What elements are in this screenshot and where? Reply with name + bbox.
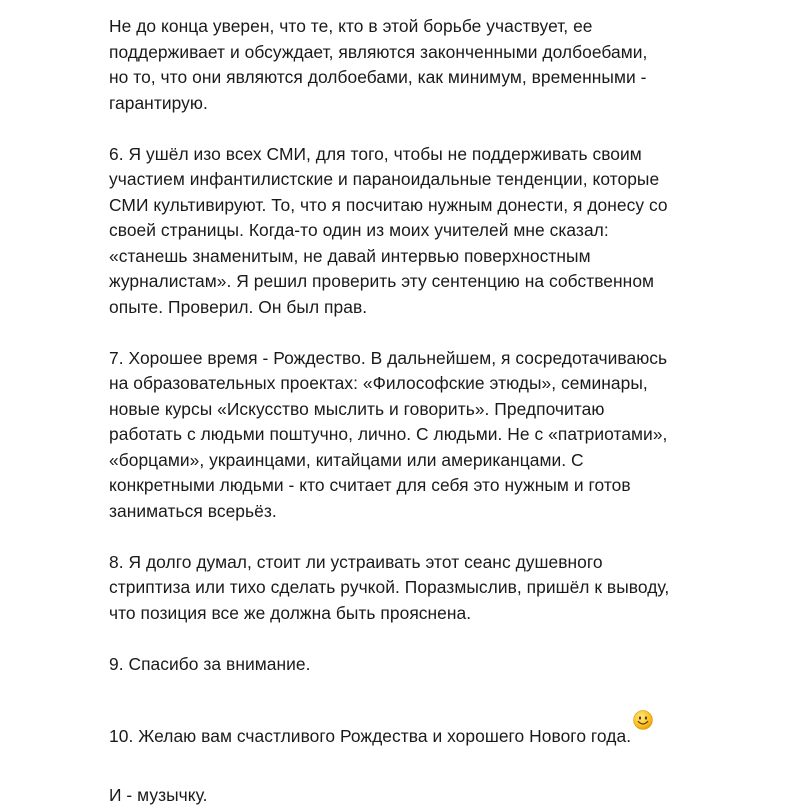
paragraph-9	[109, 652, 709, 678]
paragraph-10	[109, 710, 709, 750]
paragraph-spacer	[109, 320, 709, 346]
text-line: журналистам». Я решил проверить эту сентенцию на собственном	[109, 269, 709, 295]
text-line: Не до конца уверен, что те, кто в этой борьбе участвует, ее	[109, 14, 709, 40]
text-line: участием инфантилистские и параноидальные тенденции, которые	[109, 167, 709, 193]
text-line: своей страницы. Когда-то один из моих учителей мне сказал:	[109, 218, 709, 244]
paragraph-8	[109, 550, 709, 627]
text-line: «борцами», украинцами, китайцами или американцами. С	[109, 448, 709, 474]
text-line: поддерживает и обсуждает, являются законченными долбоебами,	[109, 40, 709, 66]
text-line: «станешь знаменитым, не давай интервью поверхностным	[109, 244, 709, 270]
text-line: заниматься всерьёз.	[109, 499, 709, 525]
paragraph-spacer	[109, 626, 709, 652]
text-line: И - музычку.	[109, 783, 709, 808]
text-line: на образовательных проектах: «Философские этюды», семинары,	[109, 371, 709, 397]
text-line: СМИ культивируют. То, что я посчитаю нужным донести, я донесу со	[109, 193, 709, 219]
text-line: 6. Я ушёл изо всех СМИ, для того, чтобы не поддерживать своим	[109, 142, 709, 168]
text-line-content: 10. Желаю вам счастливого Рождества и хорошего Нового года.	[109, 726, 631, 746]
text-line: работать с людьми поштучно, лично. С людьми. Не с «патриотами»,	[109, 422, 709, 448]
document-body	[109, 14, 709, 808]
text-line: что позиция все же должна быть прояснена.	[109, 601, 709, 627]
paragraph-spacer	[109, 677, 709, 710]
paragraph-spacer	[109, 524, 709, 550]
text-line: гарантирую.	[109, 91, 709, 117]
text-line: 8. Я долго думал, стоит ли устраивать этот сеанс душевного	[109, 550, 709, 576]
text-line: конкретными людьми - кто считает для себя это нужным и готов	[109, 473, 709, 499]
paragraph-outro	[109, 783, 709, 808]
paragraph-intro	[109, 14, 709, 116]
paragraph-7	[109, 346, 709, 525]
text-line: 7. Хорошее время - Рождество. В дальнейшем, я сосредотачиваюсь	[109, 346, 709, 372]
text-line	[109, 710, 709, 750]
paragraph-spacer	[109, 750, 709, 783]
text-line: 9. Спасибо за внимание.	[109, 652, 709, 678]
paragraph-6	[109, 142, 709, 321]
text-line: но то, что они являются долбоебами, как минимум, временными -	[109, 65, 709, 91]
smiling-face-icon	[633, 710, 653, 730]
paragraph-spacer	[109, 116, 709, 142]
text-line: опыте. Проверил. Он был прав.	[109, 295, 709, 321]
text-line: новые курсы «Искусство мыслить и говорить». Предпочитаю	[109, 397, 709, 423]
text-line: стриптиза или тихо сделать ручкой. Поразмыслив, пришёл к выводу,	[109, 575, 709, 601]
